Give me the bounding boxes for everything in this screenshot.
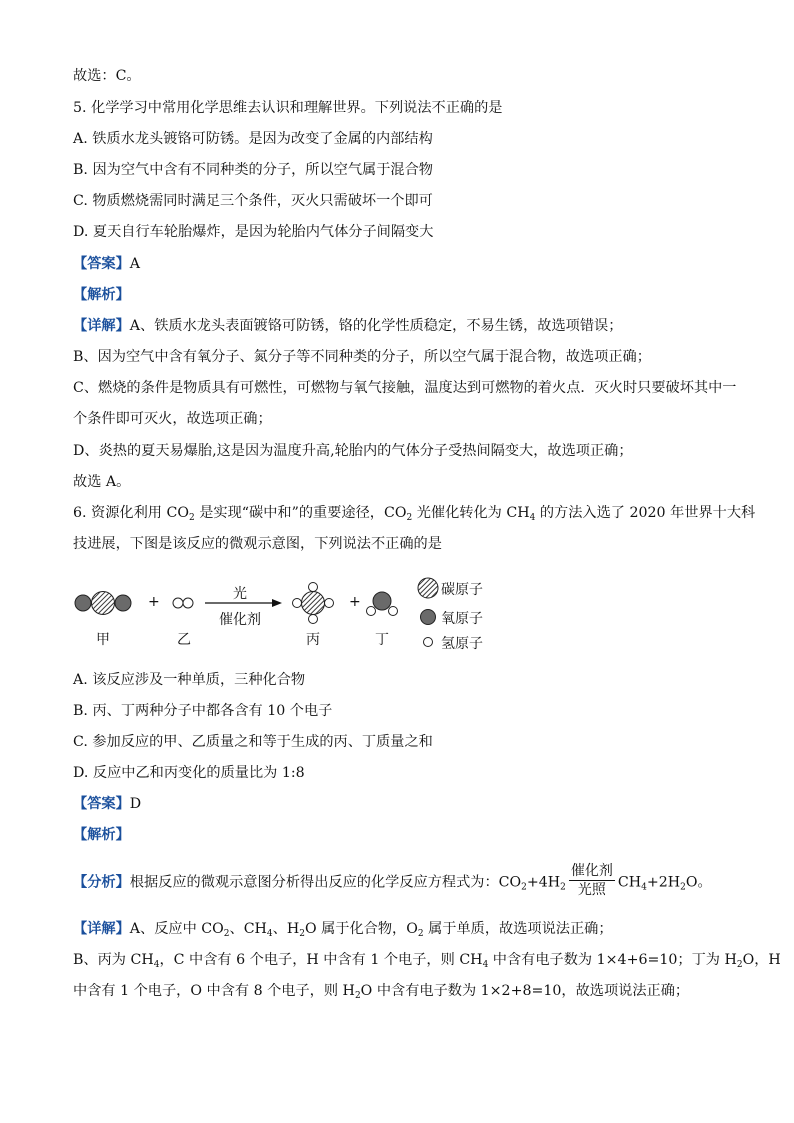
q6-option-c: C. 参加反应的甲、乙质量之和等于生成的丙、丁质量之和 [73,734,433,750]
detail-text: 、H [272,921,300,937]
subscript: 2 [299,929,305,939]
legend-hydrogen [424,638,433,647]
reaction-condition [569,862,615,899]
text-line: 故选：C。 [73,68,141,84]
subscript: 2 [354,991,361,1001]
analysis-tag: 【解析】 [73,287,130,303]
equation-text: CH [617,874,642,891]
detail-text: O 中含有电子数为 1×2+8=10，故选项说法正确； [360,983,690,999]
q5-option-c: C. 物质燃烧需同时满足三个条件，灭火只需破坏一个即可 [73,193,433,209]
label-ding: 丁 [375,632,389,648]
detail-text: B、丙为 CH [73,952,154,968]
q6-text: 的方法入选了 2020 年世界十大科 [535,505,756,521]
q6-detail-3 [73,981,689,1001]
equation-text: +2H [646,874,681,891]
plus-sign: + [349,594,361,610]
label-yi: 乙 [177,632,191,648]
subscript: 4 [641,882,647,893]
equation-text: +4H [526,874,561,891]
question-6-stem-line-1 [73,503,755,523]
q6-option-d: D. 反应中乙和丙变化的质量比为 1:8 [73,765,305,781]
q5-option-d: D. 夏天自行车轮胎爆炸，是因为轮胎内气体分子间隔变大 [73,224,434,240]
detail-text: O，H [742,952,781,968]
subscript: 2 [560,882,566,893]
answer-tag: 【答案】 [73,256,130,272]
molecule-h2o [367,592,398,616]
detail-text: A、反应中 CO [129,921,224,937]
equation-text: O。 [685,874,712,891]
detail-text: 中含有电子数为 1×4+6=10；丁为 H [488,952,737,968]
q5-detail-5: D、炎热的夏天易爆胎,这是因为温度升高,轮胎内的气体分子受热间隔变大，故选项正确； [73,443,633,459]
reaction-diagram-svg [60,572,500,652]
molecule-co2 [75,592,131,615]
subscript: 2 [521,882,527,893]
detail-text: 、CH [229,921,267,937]
subscript: 2 [736,960,743,970]
reaction-diagram [60,572,500,652]
label-bing: 丙 [306,632,320,648]
q5-detail-2: B、因为空气中含有氧分子、氮分子等不同种类的分子，所以空气属于混合物，故选项正确； [73,349,651,365]
q6-answer [73,794,141,814]
answer-value: A [129,256,141,272]
analysis-tag: 【解析】 [73,827,130,843]
subscript: 2 [417,929,424,939]
q5-detail-4: 个条件即可灭火，故选项正确； [73,411,272,427]
subscript: 2 [406,513,413,523]
question-5-stem: 5. 化学学习中常用化学思维去认识和理解世界。下列说法不正确的是 [73,100,503,116]
label-jia: 甲 [96,632,110,648]
subscript: 4 [153,960,160,970]
subscript: 2 [188,513,195,523]
q6-text: 光催化转化为 CH [412,505,530,521]
q5-answer [73,254,140,274]
detail-text: A、铁质水龙头表面镀铬可防锈，铬的化学性质稳定，不易生锈，故选项错误； [129,318,623,334]
q6-option-b: B. 丙、丁两种分子中都各含有 10 个电子 [73,703,333,719]
q6-analysis-tag [73,825,130,845]
condition-catalyst: 催化剂 [570,863,613,879]
subscript: 4 [529,513,536,523]
q6-text: 6. 资源化利用 CO [73,505,189,521]
subscript: 4 [266,929,273,939]
answer-tag: 【答案】 [73,796,130,812]
legend-carbon-label: 碳原子 [441,582,483,598]
detail-text: O 属于化合物，O [304,921,418,937]
subscript: 4 [482,960,489,970]
detail-text: 中含有 1 个电子，O 中含有 8 个电子，则 H [73,983,355,999]
condition-light: 光照 [577,882,606,898]
q5-analysis-tag [73,285,130,305]
molecule-ch4 [293,583,334,624]
plus-sign: + [148,594,160,610]
q6-detail-1 [73,919,613,939]
q5-option-b: B. 因为空气中含有不同种类的分子，所以空气属于混合物 [73,162,433,178]
molecule-h2 [173,598,193,608]
q6-text: 是实现“碳中和”的重要途径，CO [194,505,407,521]
q6-equation-line [73,864,712,901]
arrow-condition-catalyst: 催化剂 [219,612,261,628]
q6-option-a: A. 该反应涉及一种单质，三种化合物 [73,672,306,688]
fenxi-tag: 【分析】 [73,874,130,891]
detail-text: 属于单质，故选项说法正确； [423,921,613,937]
legend-oxygen [421,610,436,625]
question-6-stem-line-2: 技进展，下图是该反应的微观示意图，下列说法不正确的是 [73,536,442,552]
subscript: 2 [223,929,230,939]
q5-final: 故选 A。 [73,474,131,490]
q5-detail-3: C、燃烧的条件是物质具有可燃性，可燃物与氧气接触，温度达到可燃物的着火点．灭火时只要破坏其中一 [73,380,737,396]
q6-detail-2 [73,950,781,970]
q5-detail-1 [73,316,622,336]
legend-hydrogen-label: 氢原子 [441,636,483,652]
detail-tag: 【详解】 [73,921,130,937]
arrow-condition-light: 光 [233,586,247,602]
detail-text: ，C 中含有 6 个电子，H 中含有 1 个电子，则 CH [159,952,483,968]
legend-oxygen-label: 氧原子 [441,611,483,627]
answer-value: D [129,796,142,812]
subscript: 2 [680,882,686,893]
q5-option-a: A. 铁质水龙头镀铬可防锈。是因为改变了金属的内部结构 [73,131,433,147]
detail-tag: 【详解】 [73,318,130,334]
legend-carbon [418,578,438,598]
equation-text: 根据反应的微观示意图分析得出反应的化学反应方程式为：CO [129,874,522,891]
